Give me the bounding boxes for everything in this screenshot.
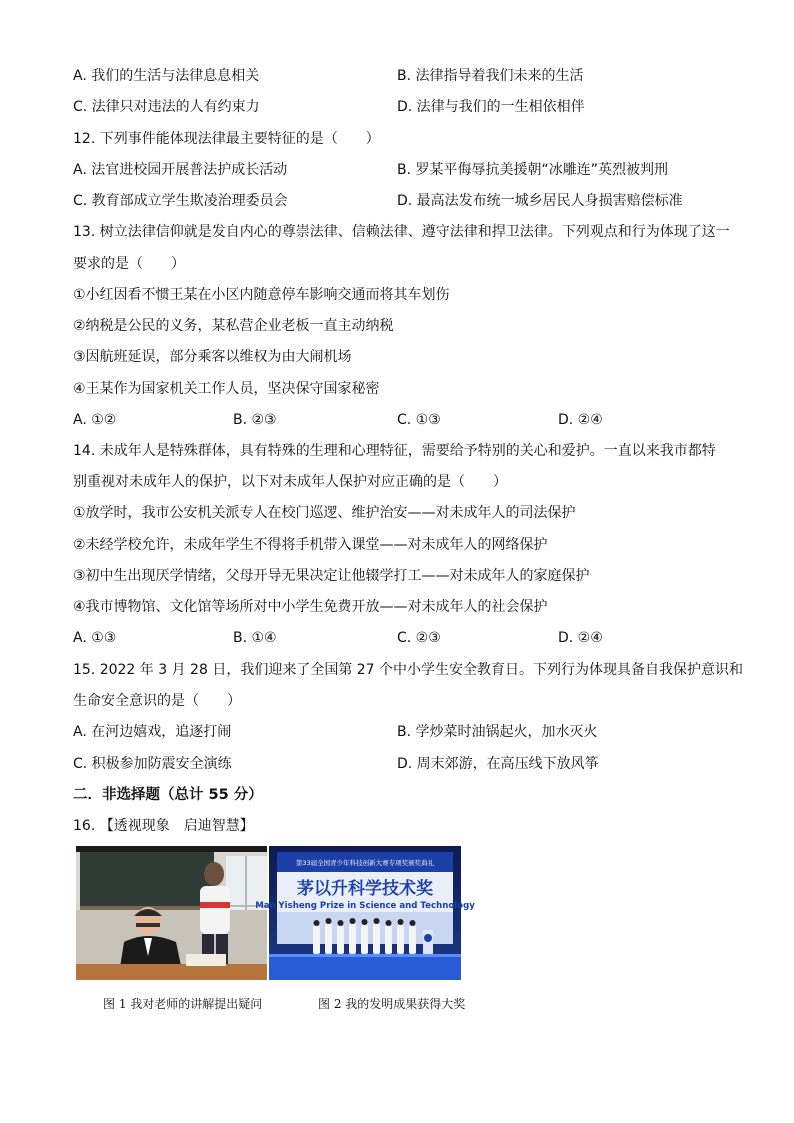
q11-option-d: D. 法律与我们的一生相依相伴 xyxy=(397,99,585,115)
banner-title-en: Mao Yisheng Prize in Science and Technology xyxy=(255,901,475,911)
q16-stem: 16. 【透视现象 启迪智慧】 xyxy=(73,818,254,834)
q13-option-a: A. ①② xyxy=(73,412,117,428)
q12-option-b: B. 罗某平侮辱抗美援朝“冰雕连”英烈被判刑 xyxy=(397,162,669,178)
q13-statement-4: ④王某作为国家机关工作人员，坚决保守国家秘密 xyxy=(73,381,380,397)
q12-option-c: C. 教育部成立学生欺凌治理委员会 xyxy=(73,193,288,209)
q13-statement-2: ②纳税是公民的义务，某私营企业老板一直主动纳税 xyxy=(73,318,394,334)
q14-stem-line2: 别重视对未成年人的保护，以下对未成年人保护对应正确的是（ ） xyxy=(73,474,507,490)
q13-stem-line1: 13. 树立法律信仰就是发自内心的尊崇法律、信赖法律、遵守法律和捍卫法律。下列观点和行为体现了这一 xyxy=(73,224,730,240)
q13-stem-line2: 要求的是（ ） xyxy=(73,256,185,272)
q13-option-b: B. ②③ xyxy=(233,412,277,428)
q12-option-a: A. 法官进校园开展普法护成长活动 xyxy=(73,162,288,178)
q13-option-d: D. ②④ xyxy=(558,412,603,428)
q13-option-c: C. ①③ xyxy=(397,412,441,428)
q13-statement-1: ①小红因看不惯王某在小区内随意停车影响交通而将其车划伤 xyxy=(73,287,450,303)
banner-subtitle: 第33届全国青少年科技创新大赛专项奖颁奖典礼 xyxy=(295,859,435,867)
q14-option-d: D. ②④ xyxy=(558,630,603,646)
figure-2-caption: 图 2 我的发明成果获得大奖 xyxy=(318,997,466,1011)
q14-option-a: A. ①③ xyxy=(73,630,117,646)
figure-1-photo xyxy=(76,846,267,980)
q12-stem: 12. 下列事件能体现法律最主要特征的是（ ） xyxy=(73,131,380,147)
q12-option-d: D. 最高法发布统一城乡居民人身损害赔偿标准 xyxy=(397,193,683,209)
q14-statement-3: ③初中生出现厌学情绪，父母开导无果决定让他辍学打工——对未成年人的家庭保护 xyxy=(73,568,590,584)
q14-stem-line1: 14. 未成年人是特殊群体，具有特殊的生理和心理特征，需要给予特别的关心和爱护。一直以来我市都特 xyxy=(73,443,716,459)
q14-statement-1: ①放学时，我市公安机关派专人在校门巡逻、维护治安——对未成年人的司法保护 xyxy=(73,505,576,521)
q11-option-c: C. 法律只对违法的人有约束力 xyxy=(73,99,260,115)
q11-option-b: B. 法律指导着我们未来的生活 xyxy=(397,68,584,84)
q15-option-c: C. 积极参加防震安全演练 xyxy=(73,756,232,772)
q14-statement-4: ④我市博物馆、文化馆等场所对中小学生免费开放——对未成年人的社会保护 xyxy=(73,599,548,615)
q15-option-b: B. 学炒菜时油锅起火，加水灭火 xyxy=(397,724,598,740)
q14-option-c: C. ②③ xyxy=(397,630,441,646)
q13-statement-3: ③因航班延误，部分乘客以维权为由大闹机场 xyxy=(73,349,352,365)
figure-1-caption: 图 1 我对老师的讲解提出疑问 xyxy=(103,997,263,1011)
q15-stem-line1: 15. 2022 年 3 月 28 日，我们迎来了全国第 27 个中小学生安全教育日。下列行为体现具备自我保护意识和 xyxy=(73,662,744,678)
q15-option-a: A. 在河边嬉戏，追逐打闹 xyxy=(73,724,232,740)
banner-title-cn: 茅以升科学技术奖 xyxy=(297,879,433,899)
section-heading: 二．非选择题（总计 55 分） xyxy=(73,787,263,803)
q11-option-a: A. 我们的生活与法律息息相关 xyxy=(73,68,260,84)
figure-2-photo xyxy=(255,846,475,980)
q15-stem-line2: 生命安全意识的是（ ） xyxy=(73,693,241,709)
q14-statement-2: ②未经学校允许，未成年学生不得将手机带入课堂——对未成年人的网络保护 xyxy=(73,537,548,553)
q15-option-d: D. 周末郊游，在高压线下放风筝 xyxy=(397,756,599,772)
q14-option-b: B. ①④ xyxy=(233,630,277,646)
